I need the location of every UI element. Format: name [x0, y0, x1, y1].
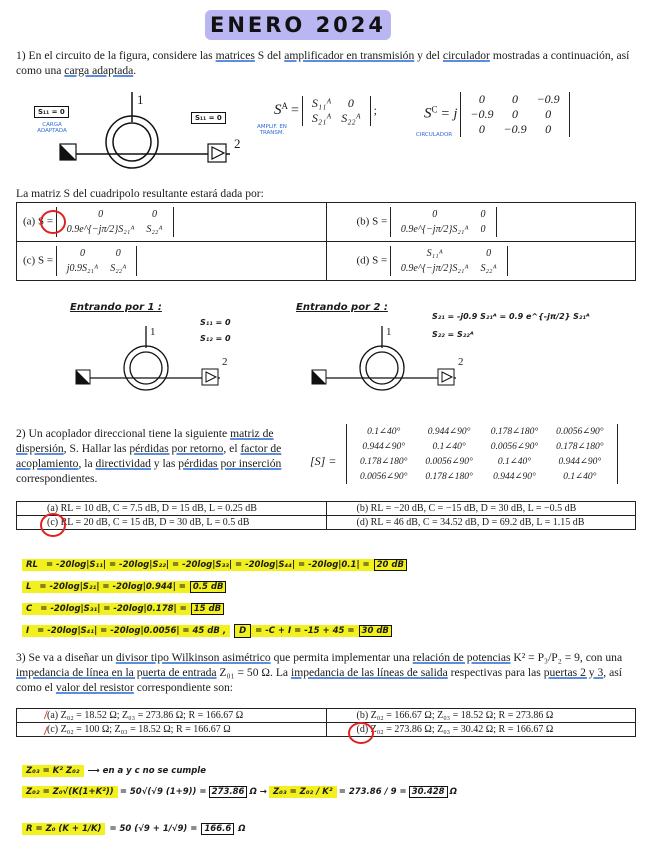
q3-strike-a: / [44, 707, 48, 722]
q2-work-c: C = -20log|S₃₁| = -20log|0.178| = 15 dB [22, 598, 224, 616]
amplifier-note: AMPLIF. EN TRANSM. [257, 124, 287, 136]
enter1-label: Entrando por 1 : [70, 302, 162, 313]
q2-answer-circle [40, 513, 66, 537]
q3-work-line1: Z₀₃ = K² Z₀₂ ⟶ en a y c no se cumple [22, 760, 206, 778]
matched-load-note: CARGA ADAPTADA [37, 122, 67, 134]
q3-work-line3: R = Z₀ (K + 1/K) = 50 (√9 + 1/√9) = 166.6 Ω [22, 818, 246, 836]
enter1-eq1: S₁₁ = 0 [200, 318, 231, 327]
enter1-eq2: S₁₂ = 0 [200, 334, 231, 343]
q2-option-b[interactable]: (b) RL = −20 dB, C = −15 dB, D = 30 dB, L = −0.5 dB [326, 502, 636, 516]
q3-option-b[interactable]: (b) Z₀₂ = 166.67 Ω; Z₀₃ = 18.52 Ω; R = 273.86 Ω [326, 709, 636, 723]
circulator-note: CIRCULADOR [415, 132, 453, 138]
q3-option-c[interactable]: (c) Z₀₂ = 100 Ω; Z₀₃ = 18.52 Ω; R = 166.67 Ω [17, 723, 327, 737]
q2-work-rl: RL = -20log|S₁₁| = -20log|S₂₂| = -20log|S₃₃| = -20log|S₄₄| = -20log|0.1| = 20 dB [22, 554, 407, 572]
q2-work-l: L = -20log|S₂₁| = -20log|0.944| = 0.5 dB [22, 576, 226, 594]
q1-option-a[interactable]: (a) S = 0 0 0.9e^{−jπ/2}S₂₁ᴬ S₂₂ᴬ [17, 203, 327, 242]
left-s11-note: S₁₁ = 0 [34, 106, 69, 118]
q2-option-d[interactable]: (d) RL = 46 dB, C = 34.52 dB, D = 69.2 dB, L = 1.15 dB [326, 516, 636, 530]
q2-statement: 2) Un acoplador direccional tiene la siguiente matriz de dispersión, S. Hallar las pérdidas por retorno, el factor de acoplamiento, la directividad y las pérdidas por inserción correspondientes. [16, 427, 282, 485]
q3-work-line2: Z₀₂ = Z₀√(K(1+K²)) = 50√(√9 (1+9)) = 273.86 Ω → Z₀₃ = Z₀₂ / K² = 273.86 / 9 = 30.428 Ω [22, 786, 457, 798]
sketch-port2-label-2: 2 [458, 356, 464, 368]
right-s11-note: S₁₁ = 0 [191, 112, 226, 124]
sa-matrix: $S^A$ = S₁₁ᴬ 0 S₂₁ᴬ S₂₂ᴬ ; [274, 96, 377, 125]
enter2-eq2: S₂₂ = S₂₂ᴬ [432, 330, 474, 339]
q3-options-table [16, 708, 636, 737]
q1-option-b[interactable]: (b) S = 0 0 0.9e^{−jπ/2}S₂₁ᴬ 0 [326, 203, 636, 242]
q1-question: La matriz S del cuadripolo resultante estará dada por: [16, 187, 264, 200]
q2-s-matrix: 0.1∠40° 0.944∠90° 0.178∠180° 0.0056∠90° 0.944∠90° 0.1∠40° 0.0056∠90° 0.178∠180° 0.178∠180° 0.0056∠90° 0.1∠40° 0.944∠90° 0.0056∠90° 0.178∠180° 0.944∠90° 0.1∠40° [346, 424, 618, 484]
page-title: ENERO 2024 [205, 10, 391, 40]
q1-options-table [16, 202, 636, 281]
q1-option-c[interactable]: (c) S = 0 0 j0.9S₂₁ᴬ S₂₂ᴬ [17, 242, 327, 281]
enter2-eq1: S₂₁ = -j0.9 S₂₁ᴬ = 0.9 e^{-jπ/2} S₂₁ᴬ [432, 312, 590, 321]
q1-statement: 1) En el circuito de la figura, considere las matrices S del amplificador en transmisión y del circulador mostradas a continuación, así como una carga adaptada. [16, 49, 630, 77]
port-2-label: 2 [234, 136, 241, 151]
q2-options-table [16, 501, 636, 530]
port-1-label: 1 [137, 92, 144, 107]
q3-option-d[interactable]: (d) Z₀₂ = 273.86 Ω; Z₀₃ = 30.42 Ω; R = 166.67 Ω [326, 723, 636, 737]
sc-matrix: $S^C = j$ 0 0 −0.9 −0.9 0 0 0 −0.9 0 [424, 92, 570, 137]
q3-strike-c: / [44, 723, 48, 738]
q2-s-label: [S] = [310, 454, 337, 468]
enter2-label: Entrando por 2 : [296, 302, 388, 313]
sketch-port1-label-2: 2 [222, 356, 228, 368]
sketch-port1-label-1: 1 [150, 326, 156, 338]
sketch-port2-label-1: 1 [386, 326, 392, 338]
q1-option-d[interactable]: (d) S = S₁₁ᴬ 0 0.9e^{−jπ/2}S₂₁ᴬ S₂₂ᴬ [326, 242, 636, 281]
q2-option-c[interactable]: (c) RL = 20 dB, C = 15 dB, D = 30 dB, L = 0.5 dB [17, 516, 327, 530]
q2-option-a[interactable]: (a) RL = 10 dB, C = 7.5 dB, D = 15 dB, L = 0.25 dB [17, 502, 327, 516]
q1-answer-circle [40, 210, 66, 234]
q2-work-i: I = -20log|S₄₁| = -20log|0.0056| = 45 dB , D = -C + I = -15 + 45 = 30 dB [22, 620, 392, 638]
q3-answer-circle [348, 722, 374, 744]
q3-statement: 3) Se va a diseñar un divisor tipo Wilkinson asimétrico que permita implementar una relación de potencias K² = P₃/P₂ = 9, con una impedancia de línea en la puerta de entrada Z₀₁ = 50 Ω. La impedancia de las líneas de salida respectivas para las puertas 2 y 3, así como el valor del resistor correspondiente son: [16, 651, 623, 694]
q3-option-a[interactable]: (a) Z₀₂ = 18.52 Ω; Z₀₃ = 273.86 Ω; R = 166.67 Ω [17, 709, 327, 723]
